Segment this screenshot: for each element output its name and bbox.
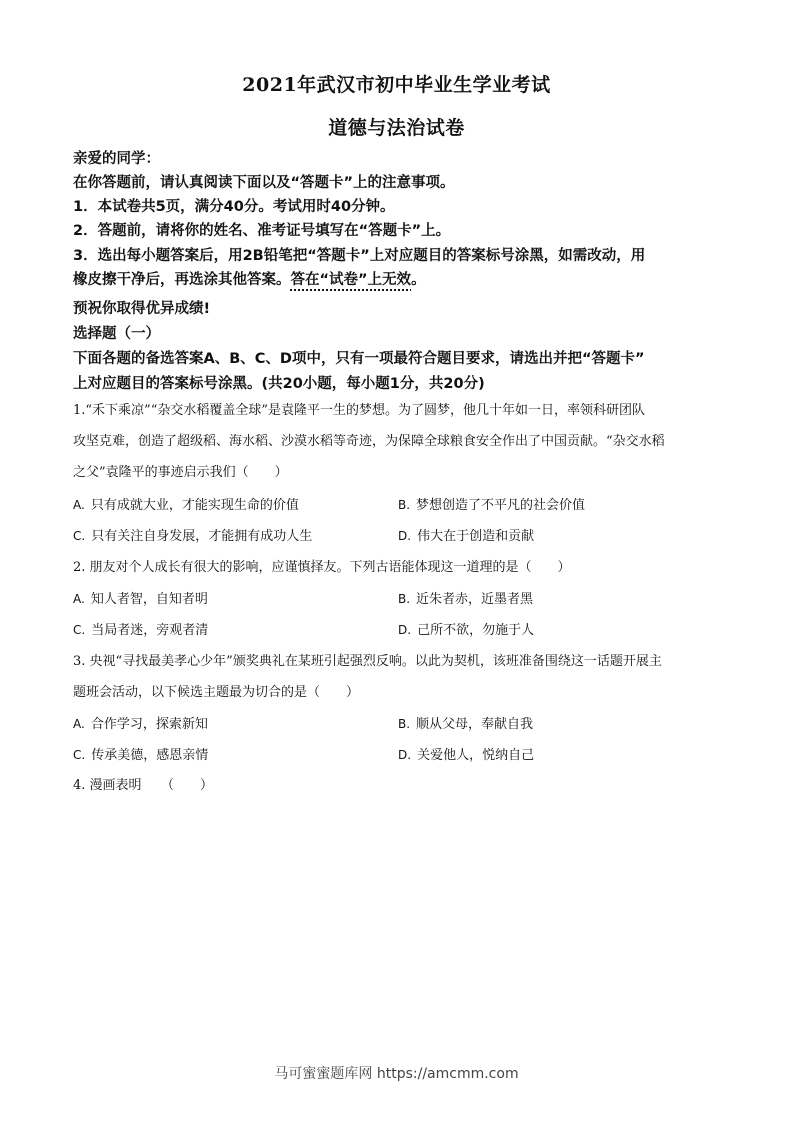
footer-watermark: 马可蜜蜜题库网 https://amcmm.com: [274, 1066, 519, 1082]
question-1-line-2: 攻坚克难，创造了超级稻、海水稻、沙漠水稻等奇迹，为保障全球粮食安全作出了中国贡献。“杂交水稻: [73, 434, 665, 449]
question-3-option-c: C. 传承美德，感恩亲情: [73, 748, 209, 763]
question-3-option-d: D. 关爱他人，悦纳自己: [398, 748, 535, 763]
good-luck-wish: 预祝你取得优异成绩!: [73, 301, 211, 317]
question-3-line-1: 3. 央视“寻找最美孝心少年”颁奖典礼在某班引起强烈反响。以此为契机，该班准备围绕这一话题开展主: [73, 654, 662, 669]
emphasis-dotted-text: 答在“试卷”上无效: [290, 272, 412, 288]
instruction-item-3-text: 橡皮擦干净后，再选涂其他答案。: [73, 272, 291, 288]
question-3-option-b: B. 顺从父母，奉献自我: [398, 717, 534, 732]
instruction-item-2: 2．答题前，请将你的姓名、准考证号填写在“答题卡”上。: [73, 223, 451, 239]
section-heading: 选择题（一）: [73, 326, 160, 342]
question-4-line-1: 4. 漫画表明 （ ）: [73, 778, 214, 793]
question-2-option-d: D. 己所不欲，勿施于人: [398, 623, 535, 638]
question-2-option-b: B. 近朱者赤，近墨者黑: [398, 592, 534, 607]
section-description-line-2: 上对应题目的答案标号涂黑。(共20小题，每小题1分，共20分): [73, 376, 485, 392]
instructions-intro: 在你答题前，请认真阅读下面以及“答题卡”上的注意事项。: [73, 175, 455, 191]
exam-subtitle: 道德与法治试卷: [328, 117, 465, 139]
instruction-item-3-line-1: 3．选出每小题答案后，用2B铅笔把“答题卡”上对应题目的答案标号涂黑，如需改动，用: [73, 248, 646, 264]
question-1-option-d: D. 伟大在于创造和贡献: [398, 529, 535, 544]
question-1-line-3: 之父”袁隆平的事迹启示我们（ ）: [73, 465, 288, 480]
instruction-item-1: 1．本试卷共5页，满分40分。考试用时40分钟。: [73, 199, 395, 215]
question-2-line-1: 2. 朋友对个人成长有很大的影响，应谨慎择友。下列古语能体现这一道理的是（ ）: [73, 560, 571, 575]
greeting: 亲爱的同学：: [73, 151, 160, 167]
question-1-line-1: 1.“禾下乘凉”“杂交水稻覆盖全球”是袁隆平一生的梦想。为了圆梦，他几十年如一日，率领科研团队: [73, 403, 645, 418]
question-3-line-2: 题班会活动，以下候选主题最为切合的是（ ）: [73, 685, 360, 700]
section-description-line-1: 下面各题的备选答案A、B、C、D项中，只有一项最符合题目要求，请选出并把“答题卡”: [73, 351, 645, 367]
instruction-item-3-end: 。: [411, 272, 426, 288]
question-2-option-a: A. 知人者智，自知者明: [73, 592, 208, 607]
question-3-option-a: A. 合作学习，探索新知: [73, 717, 208, 732]
question-1-option-c: C. 只有关注自身发展，才能拥有成功人生: [73, 529, 313, 544]
question-1-option-a: A. 只有成就大业，才能实现生命的价值: [73, 498, 299, 513]
question-2-option-c: C. 当局者迷，旁观者清: [73, 623, 209, 638]
exam-title: 2021年武汉市初中毕业生学业考试: [242, 74, 551, 96]
instruction-item-3-line-2: [73, 268, 723, 292]
question-1-option-b: B. 梦想创造了不平凡的社会价值: [398, 498, 586, 513]
